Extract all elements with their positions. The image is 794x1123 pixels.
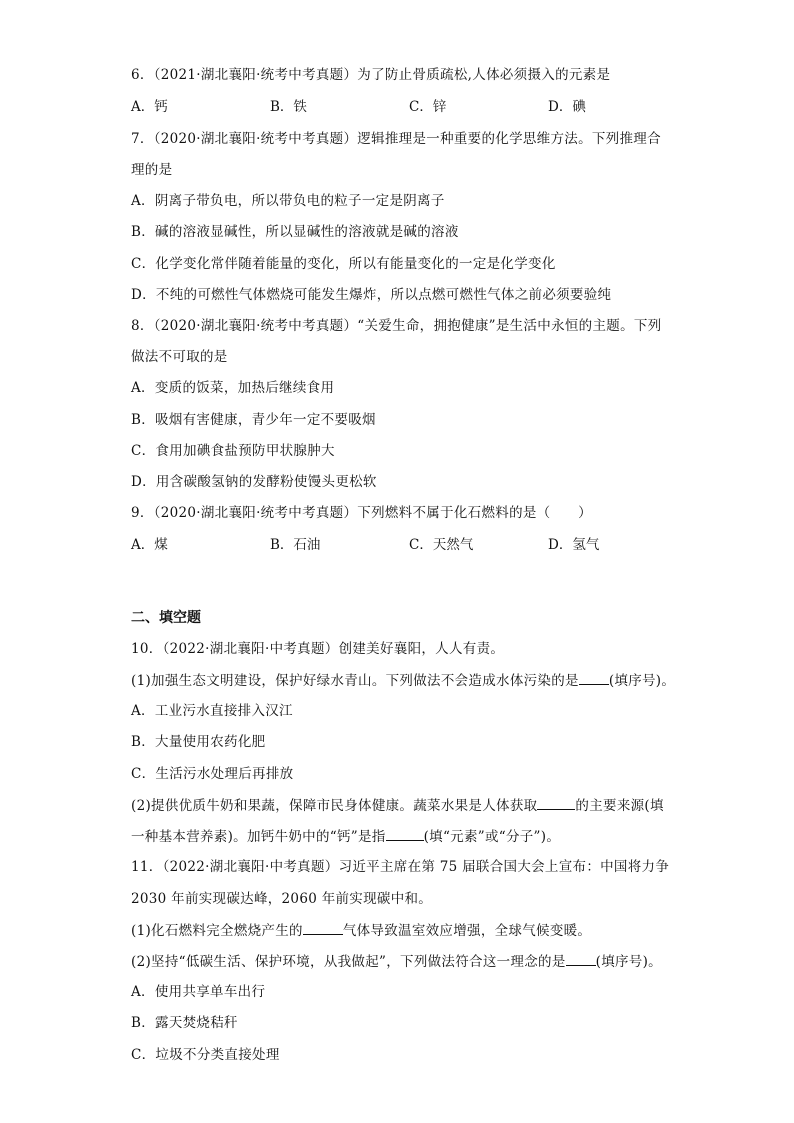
option: B．露天焚烧秸秆 (131, 1015, 238, 1031)
option: C．食用加碘食盐预防甲状腺肿大 (131, 443, 335, 459)
text: (1)加强生态文明建设，保护好绿水青山。下列做法不会造成水体污染的是 (131, 673, 579, 689)
option: D．氢气 (548, 537, 600, 553)
option: B．铁 (270, 99, 307, 115)
text: (填序号)。 (595, 954, 662, 970)
question-6-options (131, 97, 691, 117)
text: (2)提供优质牛奶和果蔬，保障市民身体健康。蔬菜水果是人体获取 (131, 798, 538, 814)
section-heading: 二、填空题 (131, 610, 201, 626)
text: (2)坚持“低碳生活、保护环境，从我做起”，下列做法符合这一理念的是 (131, 954, 566, 970)
answer-blank[interactable] (537, 795, 575, 810)
option: A．工业污水直接排入汉江 (131, 703, 293, 719)
option: B．吸烟有害健康，青少年一定不要吸烟 (131, 412, 376, 428)
question-8-stem-line2: 做法不可取的是 (131, 349, 228, 365)
text: (填“元素”或“分子”)。 (423, 829, 561, 845)
option: D．用含碳酸氢钠的发酵粉使馒头更松软 (131, 474, 377, 490)
option: C．化学变化常伴随着能量的变化，所以有能量变化的一定是化学变化 (131, 256, 556, 272)
option: C．生活污水处理后再排放 (131, 766, 294, 782)
question-9-options (131, 535, 691, 555)
question-9-stem: 9．（2020·湖北襄阳·统考中考真题）下列燃料不属于化石燃料的是（ ） (131, 505, 592, 521)
answer-blank[interactable] (303, 920, 343, 935)
question-10-stem: 10．（2022·湖北襄阳·中考真题）创建美好襄阳，人人有责。 (131, 641, 505, 657)
question-7-stem-line2: 理的是 (131, 162, 173, 178)
text: (1)化石燃料完全燃烧产生的 (131, 923, 303, 939)
question-11-part1 (131, 920, 591, 941)
question-10-part1 (131, 670, 675, 691)
question-10-part2-line2 (131, 826, 560, 847)
option: D．不纯的可燃性气体燃烧可能发生爆炸，所以点燃可燃性气体之前必须要验纯 (131, 287, 612, 303)
question-11-part2 (131, 951, 662, 972)
question-8-stem-line1: 8．（2020·湖北襄阳·统考中考真题）“关爱生命，拥抱健康”是生活中永恒的主题。下列 (131, 318, 662, 334)
question-11-stem-line2: 2030 年前实现碳达峰，2060 年前实现碳中和。 (131, 891, 433, 907)
option: A．变质的饭菜，加热后继续食用 (131, 380, 335, 396)
option: B．大量使用农药化肥 (131, 734, 266, 750)
question-11-stem-line1: 11．（2022·湖北襄阳·中考真题）习近平主席在第 75 届联合国大会上宣布：中国将力争 (131, 859, 670, 875)
question-10-part2-line1 (131, 795, 664, 816)
answer-blank[interactable] (579, 670, 609, 685)
text: 气体导致温室效应增强，全球气候变暖。 (342, 923, 592, 939)
option: C．天然气 (409, 537, 474, 553)
option: D．碘 (548, 99, 586, 115)
answer-blank[interactable] (566, 951, 596, 966)
answer-blank[interactable] (386, 826, 424, 841)
option: B．石油 (270, 537, 321, 553)
option: B．碱的溶液显碱性，所以显碱性的溶液就是碱的溶液 (131, 224, 459, 240)
question-6-stem: 6．（2021·湖北襄阳·统考中考真题）为了防止骨质疏松,人体必须摄入的元素是 (131, 67, 611, 83)
text: 一种基本营养素)。加钙牛奶中的“钙”是指 (131, 829, 386, 845)
question-7-stem-line1: 7．（2020·湖北襄阳·统考中考真题）逻辑推理是一种重要的化学思维方法。下列推理合 (131, 131, 661, 147)
option: C．垃圾不分类直接处理 (131, 1047, 280, 1063)
option: C．锌 (409, 99, 447, 115)
option: A．阴离子带负电，所以带负电的粒子一定是阴离子 (131, 193, 445, 209)
option: A．钙 (131, 99, 168, 115)
text: 的主要来源(填 (575, 798, 664, 814)
option: A．使用共享单车出行 (131, 984, 266, 1000)
text: (填序号)。 (608, 673, 676, 689)
option: A．煤 (131, 537, 168, 553)
